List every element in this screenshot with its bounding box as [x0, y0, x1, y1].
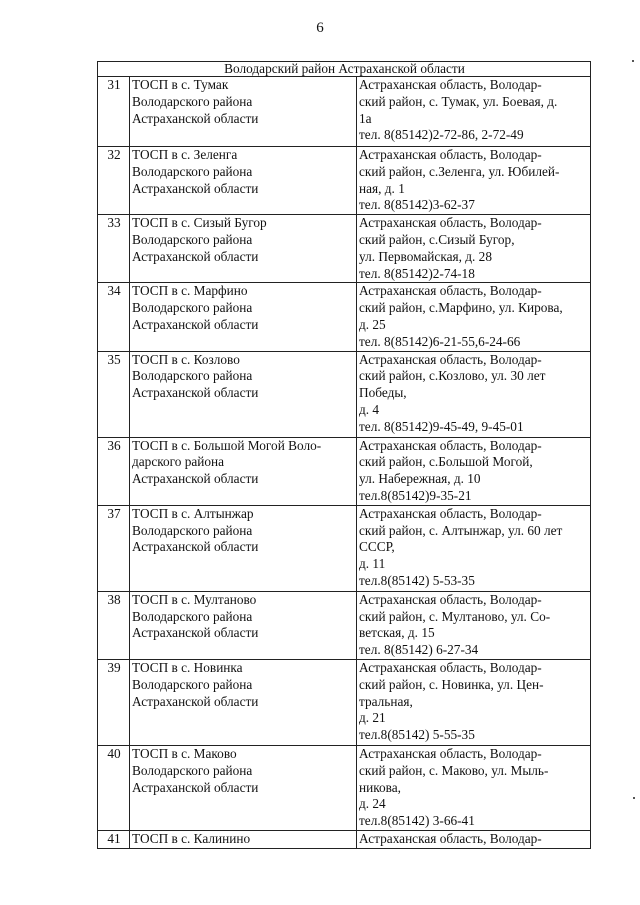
office-name: ТОСП в с. Зеленга Володарского района Астраханской области [130, 147, 357, 215]
office-address: Астраханская область, Володар- ский район, с.Большой Могой, ул. Набережная, д. 10 тел.8(85142)9-35-21 [357, 437, 591, 505]
district-header: Володарский район Астраханской области [98, 62, 591, 77]
table-row [98, 745, 591, 830]
table-row [98, 659, 591, 745]
table-row [98, 77, 591, 147]
row-number: 35 [98, 351, 130, 437]
office-address: Астраханская область, Володар- ский район, с. Мултаново, ул. Со- ветская, д. 15 тел. 8(85142) 6-27-34 [357, 591, 591, 659]
table-row [98, 351, 591, 437]
table-row [98, 830, 591, 848]
row-number: 31 [98, 77, 130, 147]
office-name: ТОСП в с. Сизый Бугор Володарского района Астраханской области [130, 215, 357, 283]
table-row [98, 591, 591, 659]
table-row [98, 505, 591, 591]
office-name: ТОСП в с. Калинино [130, 830, 357, 848]
office-name: ТОСП в с. Маково Володарского района Астраханской области [130, 745, 357, 830]
table-row [98, 437, 591, 505]
page-number: 6 [316, 20, 324, 36]
table-row [98, 283, 591, 351]
office-address: Астраханская область, Володар- [357, 830, 591, 848]
table-row [98, 147, 591, 215]
row-number: 41 [98, 830, 130, 848]
row-number: 38 [98, 591, 130, 659]
office-address: Астраханская область, Володар- ский район, с. Тумак, ул. Боевая, д. 1а тел. 8(85142)2-72-86, 2-72-49 [357, 77, 591, 147]
district-header-row [98, 62, 591, 77]
office-address: Астраханская область, Володар- ский район, с. Алтынжар, ул. 60 лет СССР, д. 11 тел.8(85142) 5-53-35 [357, 505, 591, 591]
row-number: 34 [98, 283, 130, 351]
office-name: ТОСП в с. Козлово Володарского района Астраханской области [130, 351, 357, 437]
office-table [97, 61, 591, 849]
row-number: 33 [98, 215, 130, 283]
office-address: Астраханская область, Володар- ский район, с.Сизый Бугор, ул. Первомайская, д. 28 тел. 8(85142)2-74-18 [357, 215, 591, 283]
scan-speck [633, 797, 635, 799]
office-address: Астраханская область, Володар- ский район, с.Козлово, ул. 30 лет Победы, д. 4 тел. 8(85142)9-45-49, 9-45-01 [357, 351, 591, 437]
scan-speck [632, 60, 634, 62]
office-address: Астраханская область, Володар- ский район, с.Зеленга, ул. Юбилей- ная, д. 1 тел. 8(85142)3-62-37 [357, 147, 591, 215]
office-address: Астраханская область, Володар- ский район, с. Маково, ул. Мыль- никова, д. 24 тел.8(85142) 3-66-41 [357, 745, 591, 830]
office-name: ТОСП в с. Новинка Володарского района Астраханской области [130, 659, 357, 745]
office-name: ТОСП в с. Алтынжар Володарского района Астраханской области [130, 505, 357, 591]
office-address: Астраханская область, Володар- ский район, с.Марфино, ул. Кирова, д. 25 тел. 8(85142)6-21-55,6-24-66 [357, 283, 591, 351]
row-number: 39 [98, 659, 130, 745]
row-number: 37 [98, 505, 130, 591]
office-name: ТОСП в с. Большой Могой Воло- дарского района Астраханской области [130, 437, 357, 505]
office-name: ТОСП в с. Мултаново Володарского района Астраханской области [130, 591, 357, 659]
row-number: 32 [98, 147, 130, 215]
office-address: Астраханская область, Володар- ский район, с. Новинка, ул. Цен- тральная, д. 21 тел.8(85142) 5-55-35 [357, 659, 591, 745]
row-number: 36 [98, 437, 130, 505]
office-name: ТОСП в с. Тумак Володарского района Астраханской области [130, 77, 357, 147]
row-number: 40 [98, 745, 130, 830]
office-name: ТОСП в с. Марфино Володарского района Астраханской области [130, 283, 357, 351]
table-row [98, 215, 591, 283]
